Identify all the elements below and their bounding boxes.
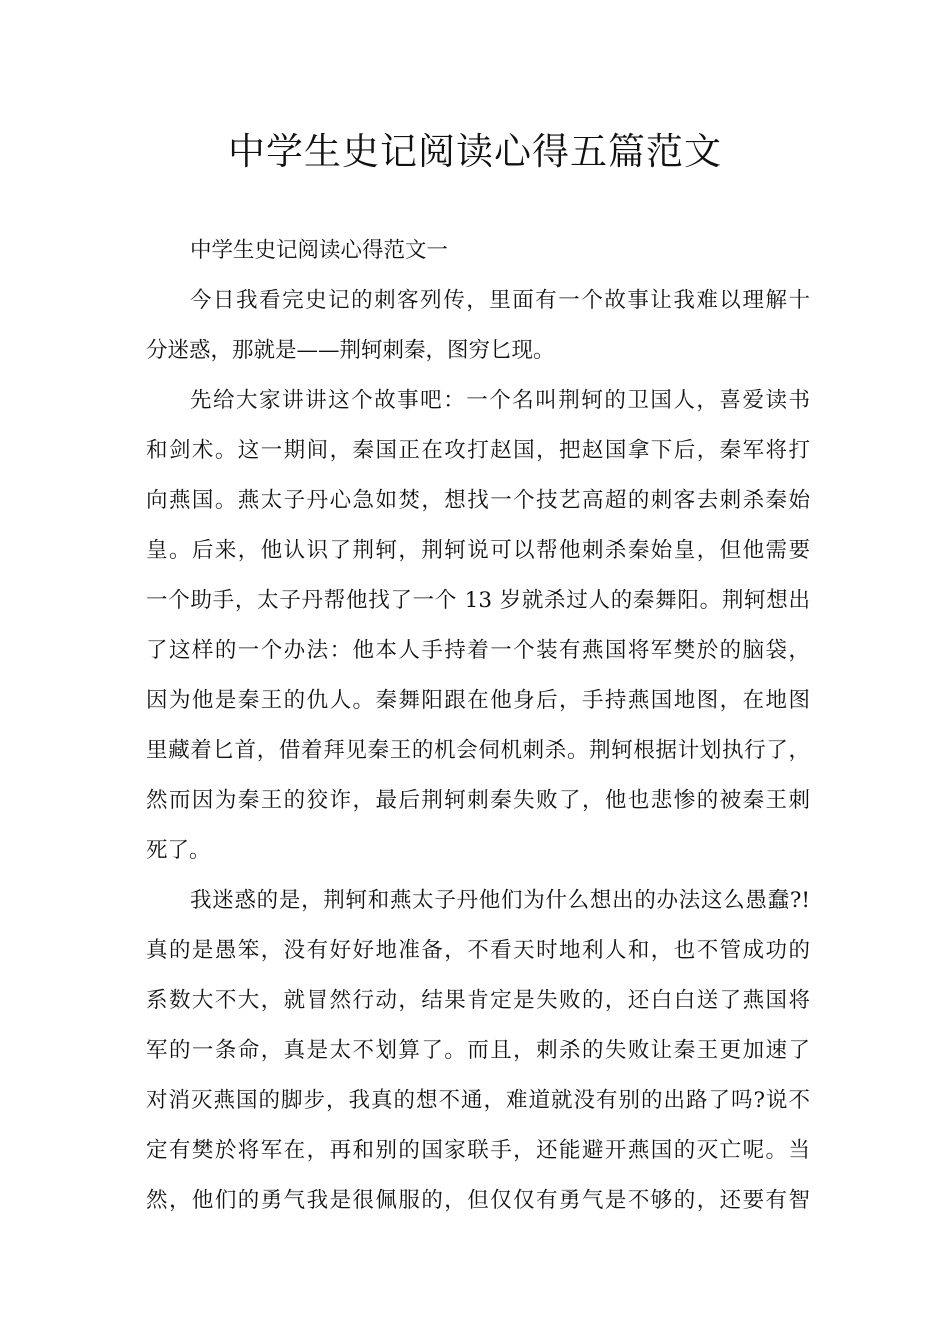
document-title: 中学生史记阅读心得五篇范文 xyxy=(228,130,722,173)
paragraph-line: 我迷惑的是，荆轲和燕太子丹他们为什么想出的办法这么愚蠢?! xyxy=(190,888,810,913)
paragraph-line: 里藏着匕首，借着拜见秦王的机会伺机刺杀。荆轲根据计划执行了， xyxy=(146,738,810,763)
paragraph-line: 因为他是秦王的仇人。秦舞阳跟在他身后，手持燕国地图，在地图 xyxy=(146,688,810,713)
paragraph-line: 今日我看完史记的刺客列传，里面有一个故事让我难以理解十 xyxy=(190,288,810,313)
section-heading: 中学生史记阅读心得范文一 xyxy=(190,238,449,263)
document-body xyxy=(146,226,810,1226)
paragraph-line: 先给大家讲讲这个故事吧：一个名叫荆轲的卫国人，喜爱读书 xyxy=(190,388,810,413)
paragraph-line: 对消灭燕国的脚步，我真的想不通，难道就没有别的出路了吗?说不 xyxy=(146,1088,810,1113)
paragraph-line: 系数大不大，就冒然行动，结果肯定是失败的，还白白送了燕国将 xyxy=(146,988,810,1013)
paragraph-line: 军的一条命，真是太不划算了。而且，刺杀的失败让秦王更加速了 xyxy=(146,1038,810,1063)
paragraph-line: 死了。 xyxy=(146,838,211,863)
paragraph-line: 向燕国。燕太子丹心急如焚，想找一个技艺高超的刺客去刺杀秦始 xyxy=(146,488,810,513)
paragraph-line: 定有樊於将军在，再和别的国家联手，还能避开燕国的灭亡呢。当 xyxy=(146,1138,810,1163)
paragraph-line: 一个助手，太子丹帮他找了一个 13 岁就杀过人的秦舞阳。荆轲想出 xyxy=(146,588,810,613)
paragraph-line: 分迷惑，那就是——荆轲刺秦，图穷匕现。 xyxy=(146,338,555,363)
paragraph-line: 了这样的一个办法：他本人手持着一个装有燕国将军樊於的脑袋， xyxy=(146,638,810,663)
paragraph-line: 真的是愚笨，没有好好地准备，不看天时地利人和，也不管成功的 xyxy=(146,938,810,963)
paragraph-line: 然而因为秦王的狡诈，最后荆轲刺秦失败了，他也悲惨的被秦王刺 xyxy=(146,788,810,813)
paragraph-line: 和剑术。这一期间，秦国正在攻打赵国，把赵国拿下后，秦军将打 xyxy=(146,438,810,463)
paragraph-line: 皇。后来，他认识了荆轲，荆轲说可以帮他刺杀秦始皇，但他需要 xyxy=(146,538,810,563)
paragraph-line: 然，他们的勇气我是很佩服的，但仅仅有勇气是不够的，还要有智 xyxy=(146,1188,810,1213)
